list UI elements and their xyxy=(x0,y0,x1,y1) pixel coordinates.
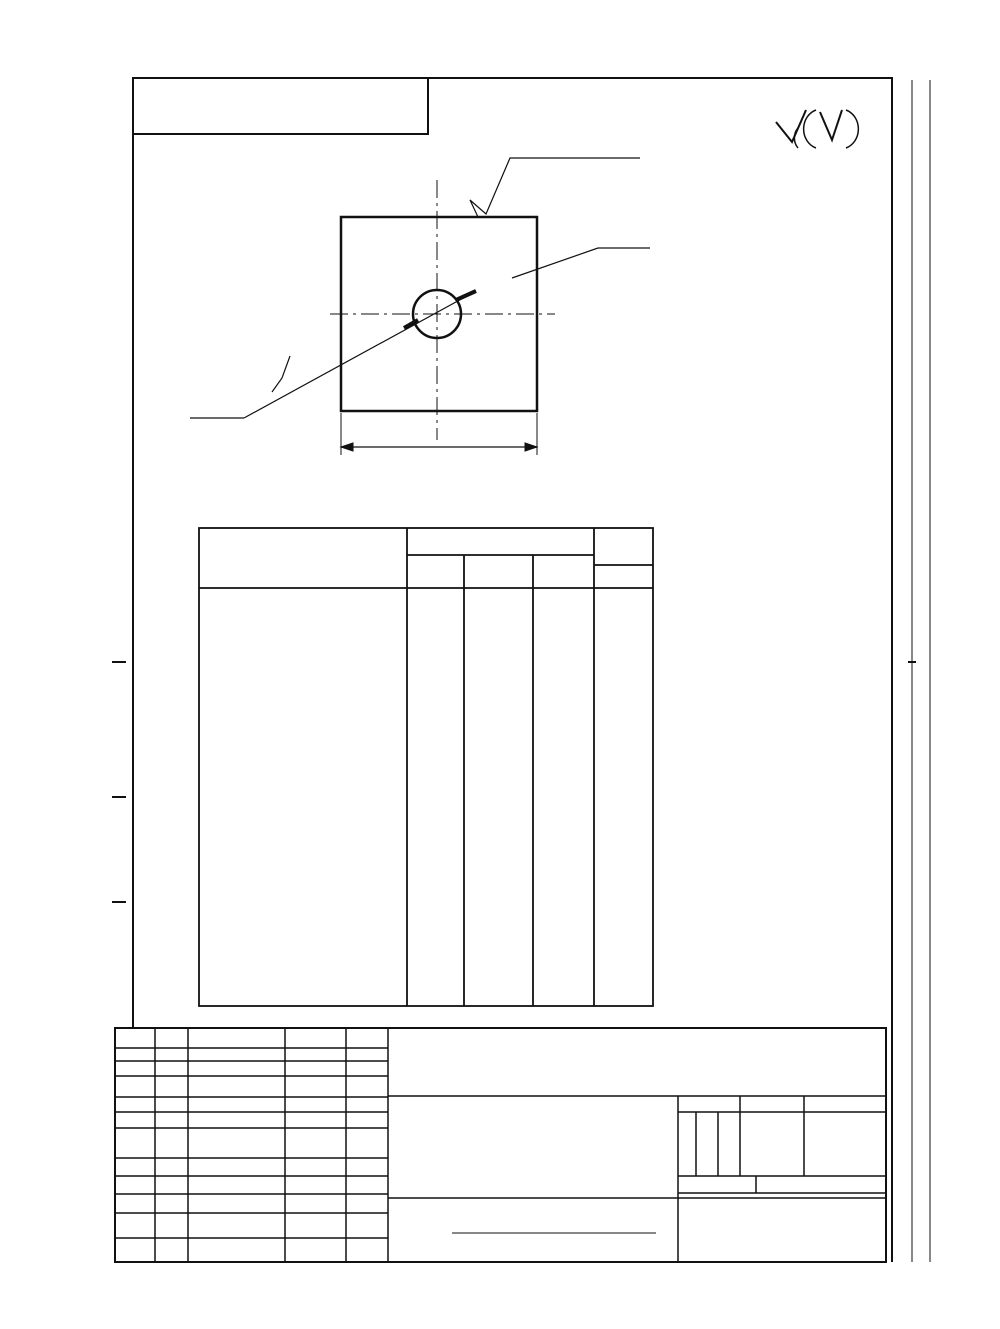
roughness-symbol-icon xyxy=(776,110,858,148)
sizes-table-grid xyxy=(199,528,653,1006)
title-block-grid xyxy=(115,1028,886,1262)
top-stamp-box xyxy=(133,78,428,134)
frame-top-right-border xyxy=(133,78,892,1262)
title-block-border xyxy=(115,1028,886,1262)
margin-ticks xyxy=(112,662,916,902)
part-drawing xyxy=(190,158,650,455)
